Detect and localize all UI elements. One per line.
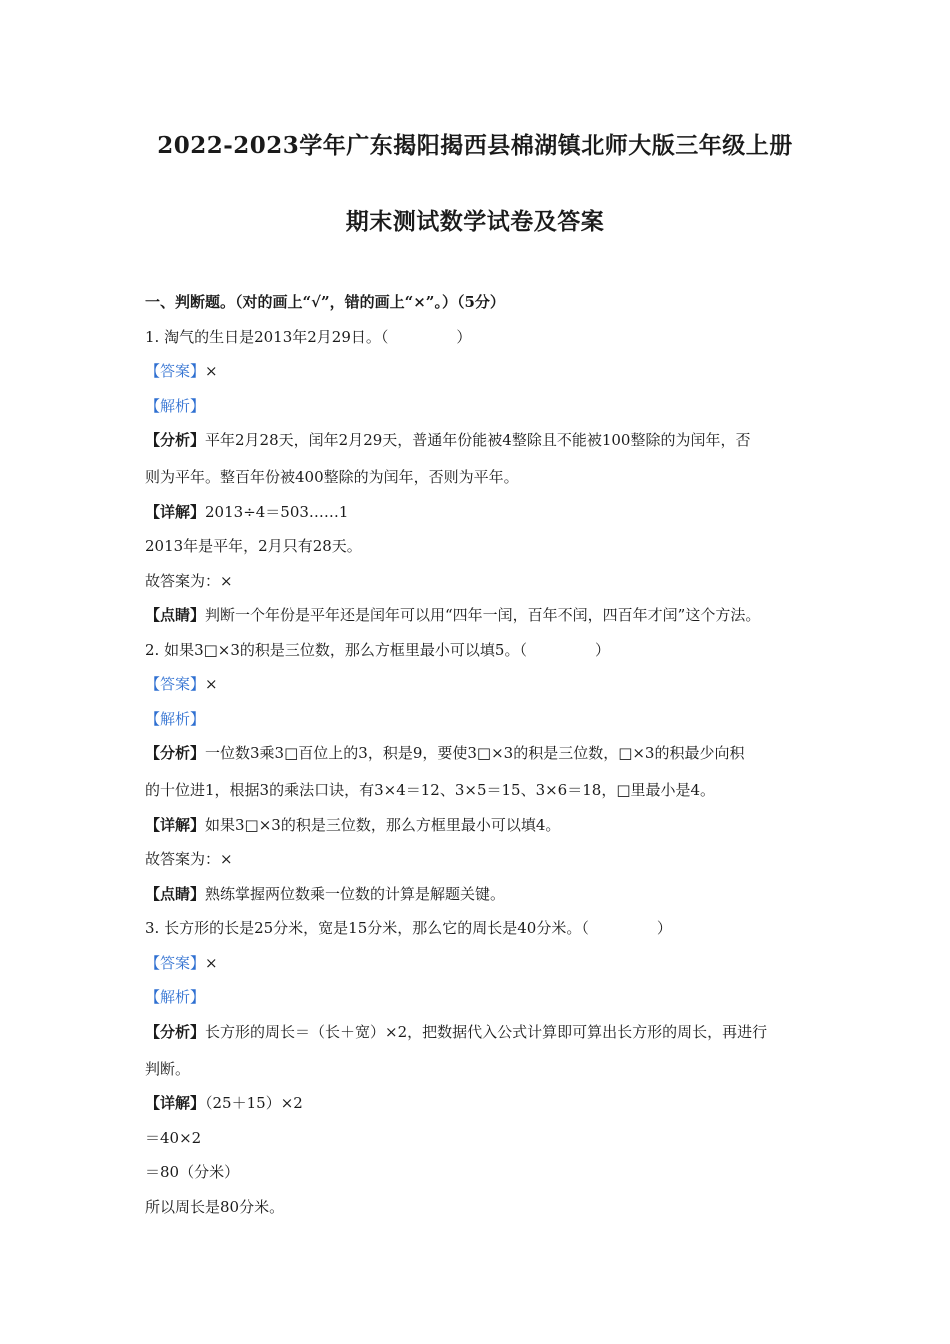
question-3-paren-close: ） [656,919,672,937]
question-3 [145,915,825,950]
question-3-fenxi-cont: 判断。 [145,1059,191,1078]
answer-value: × [205,362,218,380]
question-2 [145,637,825,672]
xiangjie-tag: 【详解】 [145,502,206,521]
document-title-line-1: 2022-2023学年广东揭阳揭西县棉湖镇北师大版三年级上册 [157,132,793,159]
question-2-paren-close: ） [594,640,610,659]
question-2-fenxi-cont: 的十位进1，根据3的乘法口诀，有3×4＝12、3×5＝15、3×6＝18，□里最小是4。 [145,781,716,799]
question-2-fenxi [145,740,825,777]
question-1-fenxi-cont: 则为平年。整百年份被400整除的为闰年，否则为平年。 [145,468,519,486]
dianjing-text: 判断一个年份是平年还是闰年可以用“四年一闰，百年不闰，四百年才闰”这个方法。 [205,606,761,624]
answer-tag: 【答案】 [145,362,206,380]
xiangjie-tag: 【详解】 [145,1094,206,1112]
question-1 [145,324,825,359]
dianjing-tag: 【点睛】 [145,606,206,624]
question-2-conclusion: 故答案为：× [145,850,233,868]
question-3-xiangjie-step-2: ＝80（分米） [145,1163,240,1181]
fenxi-tag: 【分析】 [145,1022,206,1041]
analysis-tag: 【解析】 [145,988,206,1006]
question-2-answer [145,671,825,706]
analysis-tag: 【解析】 [145,709,206,728]
question-1-dianjing [145,602,825,637]
question-3-xiangjie-step-1: ＝40×2 [145,1128,202,1147]
question-1-fenxi [145,427,825,464]
question-1-paren-close: ） [456,327,472,346]
question-1-xiangjie-cont: 2013年是平年，2月只有28天。 [145,537,362,555]
dianjing-text: 熟练掌握两位数乘一位数的计算是解题关键。 [205,884,506,903]
fenxi-text: 一位数3乘3□百位上的3，积是9，要使3□×3的积是三位数，□×3的积最少向积 [205,744,745,762]
question-1-xiangjie [145,499,825,534]
question-3-xiangjie-result: 所以周长是80分米。 [145,1197,285,1216]
xiangjie-text: 2013÷4＝503……1 [205,502,349,521]
question-1-text: 1. 淘气的生日是2013年2月29日。（ [145,327,389,346]
fenxi-text: 平年2月28天，闰年2月29天，普通年份能被4整除且不能被100整除的为闰年，否 [205,431,751,449]
question-3-fenxi [145,1019,825,1056]
xiangjie-text: （25＋15）×2 [205,1094,303,1112]
fenxi-text: 长方形的周长＝（长＋宽）×2，把数据代入公式计算即可算出长方形的周长，再进行 [205,1022,768,1041]
question-2-text: 2. 如果3□×3的积是三位数，那么方框里最小可以填5。（ [145,640,527,659]
answer-value: × [205,953,218,972]
fenxi-tag: 【分析】 [145,744,206,762]
analysis-tag: 【解析】 [145,396,206,415]
answer-tag: 【答案】 [145,953,206,972]
xiangjie-tag: 【详解】 [145,815,206,834]
document-title-line-2: 期末测试数学试卷及答案 [345,208,605,235]
section-heading: 一、判断题。（对的画上“√”，错的画上“×”。）（5分） [145,293,505,311]
document-body [145,289,825,1228]
fenxi-tag: 【分析】 [145,431,206,449]
question-2-dianjing [145,881,825,916]
xiangjie-text: 如果3□×3的积是三位数，那么方框里最小可以填4。 [205,815,561,834]
answer-value: × [205,675,218,693]
question-3-xiangjie [145,1090,825,1125]
question-1-answer [145,358,825,393]
question-3-answer [145,950,825,985]
question-2-xiangjie [145,812,825,847]
question-1-conclusion: 故答案为：× [145,571,233,590]
answer-tag: 【答案】 [145,675,206,693]
dianjing-tag: 【点睛】 [145,884,206,903]
question-3-text: 3. 长方形的长是25分米，宽是15分米，那么它的周长是40分米。（ [145,919,589,937]
